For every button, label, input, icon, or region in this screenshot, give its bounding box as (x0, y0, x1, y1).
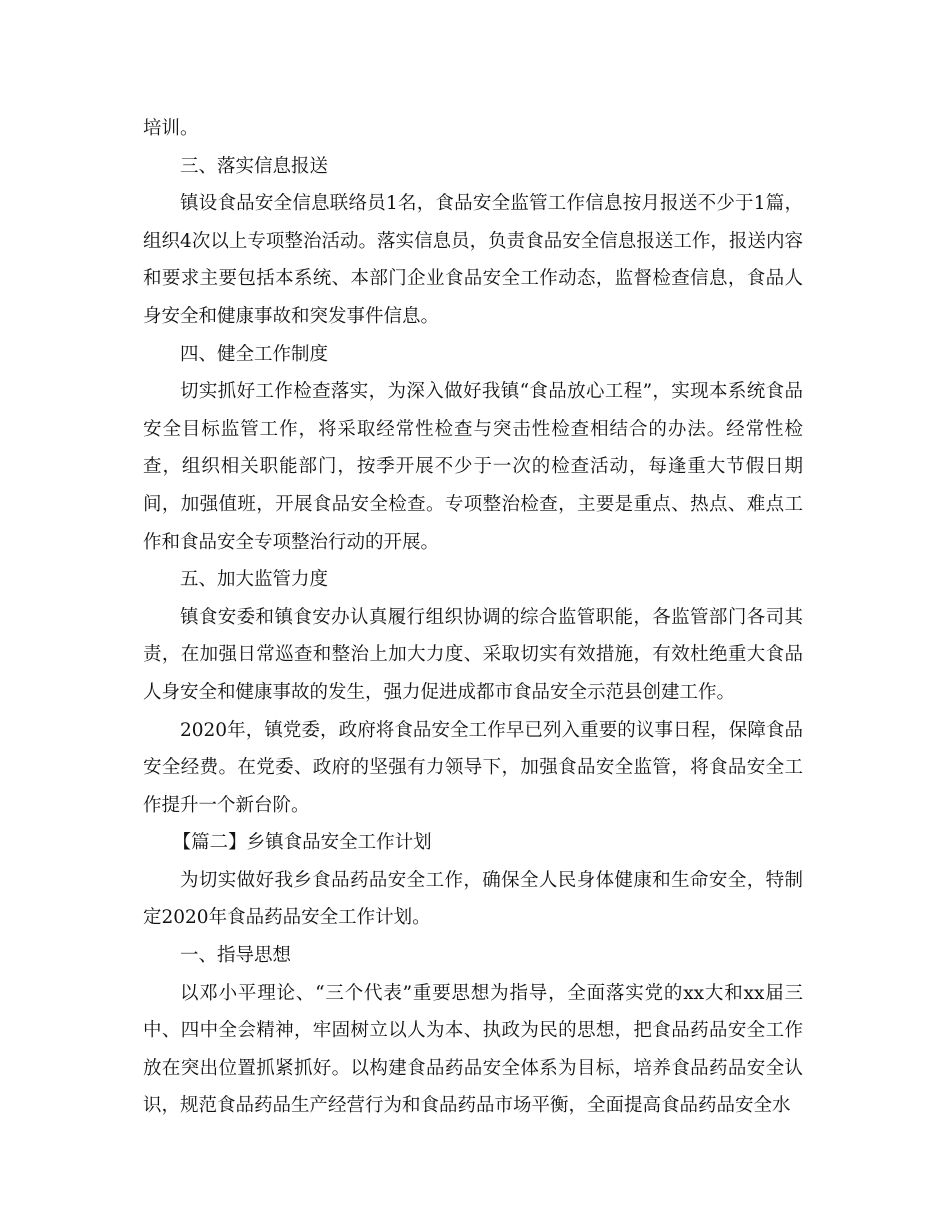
paragraph: 切实抓好工作检查落实，为深入做好我镇“食品放心工程”，实现本系统食品安全目标监管工作，将采取经常性检查与突击性检查相结合的办法。经常性检查，组织相关职能部门，按季开展不少于一次的检查活动，每逢重大节假日期间，加强值班，开展食品安全检查。专项整治检查，主要是重点、热点、难点工作和食品安全专项整治行动的开展。 (143, 381, 803, 553)
section-heading-1: 一、指导思想 (180, 945, 292, 967)
section-heading-3: 三、落实信息报送 (180, 155, 329, 177)
paragraph: 镇设食品安全信息联络员1名，食品安全监管工作信息按月报送不少于1篇，组织4次以上专项整治活动。落实信息员，负责食品安全信息报送工作，报送内容和要求主要包括本系统、本部门企业食品安全工作动态，监督检查信息，食品人身安全和健康事故和突发事件信息。 (143, 193, 803, 327)
paragraph: 2020年，镇党委，政府将食品安全工作早已列入重要的议事日程，保障食品安全经费。在党委、政府的坚强有力领导下，加强食品安全监管，将食品安全工作提升一个新台阶。 (143, 719, 803, 816)
section-heading-4: 四、健全工作制度 (180, 343, 329, 365)
section-heading-5: 五、加大监管力度 (180, 569, 329, 591)
paragraph: 以邓小平理论、“三个代表”重要思想为指导，全面落实党的xx大和xx届三中、四中全会精神，牢固树立以人为本、执政为民的思想，把食品药品安全工作放在突出位置抓紧抓好。以构建食品药品安全体系为目标，培养食品药品安全认识，规范食品药品生产经营行为和食品药品市场平衡，全面提高食品药品安全水 (143, 982, 803, 1117)
document-body (143, 110, 803, 1125)
paragraph-continued: 培训。 (143, 118, 199, 139)
paragraph: 镇食安委和镇食安办认真履行组织协调的综合监管职能，各监管部门各司其责，在加强日常巡查和整治上加大力度、采取切实有效措施，有效杜绝重大食品人身安全和健康事故的发生，强力促进成都市食品安全示范县创建工作。 (143, 606, 803, 703)
paragraph: 为切实做好我乡食品药品安全工作，确保全人民身体健康和生命安全，特制定2020年食品药品安全工作计划。 (143, 869, 803, 929)
article-title: 【篇二】乡镇食品安全工作计划 (172, 832, 432, 854)
